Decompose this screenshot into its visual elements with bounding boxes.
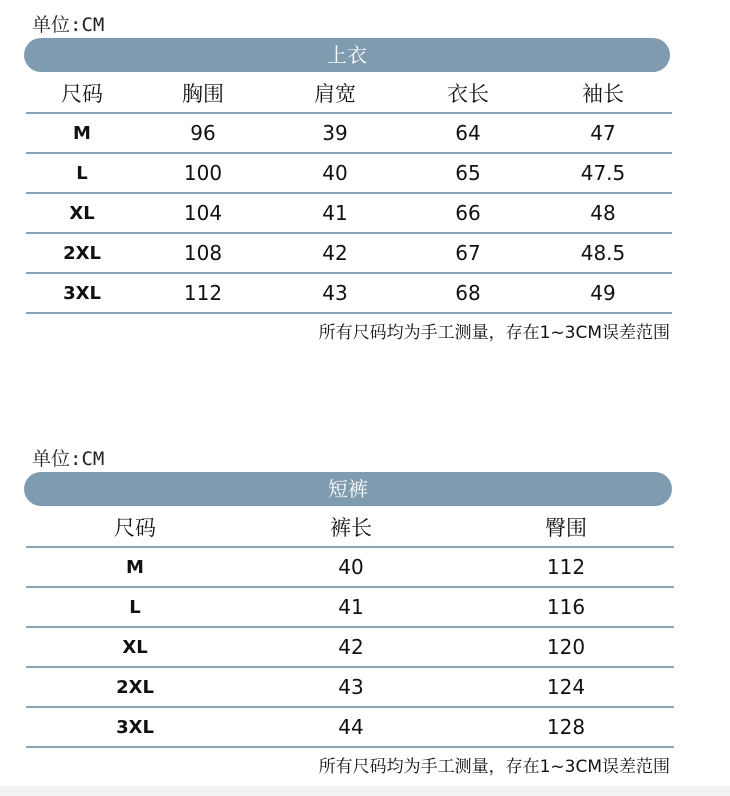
cell-length: 64 [455, 121, 481, 145]
cell-hip: 124 [546, 675, 586, 699]
cell-size: L [129, 596, 141, 618]
cell-sleeve: 47.5 [580, 161, 626, 185]
cell-size: L [76, 162, 88, 184]
table-header-row [26, 74, 672, 114]
cell-size: XL [122, 636, 148, 658]
table-row [26, 548, 674, 588]
cell-sleeve: 47 [590, 121, 616, 145]
cell-sleeve: 48 [590, 201, 616, 225]
cell-chest: 104 [183, 201, 223, 225]
header-length: 衣长 [447, 82, 489, 106]
cell-size: XL [69, 202, 95, 224]
table-row [26, 588, 674, 628]
cell-shoulder: 43 [322, 281, 348, 305]
cell-size: 3XL [63, 282, 101, 304]
cell-pants-length: 43 [338, 675, 364, 699]
cell-hip: 120 [546, 635, 586, 659]
table-row [26, 668, 674, 708]
header-hip: 臀围 [545, 516, 587, 540]
cell-shoulder: 42 [322, 241, 348, 265]
header-pants-length: 裤长 [330, 516, 372, 540]
header-sleeve: 袖长 [582, 82, 624, 106]
cell-shoulder: 41 [322, 201, 348, 225]
header-chest: 胸围 [182, 82, 224, 106]
unit-label: 单位:CM [32, 448, 105, 470]
cell-length: 65 [455, 161, 481, 185]
measurement-note: 所有尺码均为手工测量，存在1~3CM误差范围 [318, 757, 670, 777]
measurement-note: 所有尺码均为手工测量，存在1~3CM误差范围 [318, 323, 670, 343]
section-title-banner: 上衣 [24, 38, 670, 72]
size-table [26, 508, 674, 748]
cell-pants-length: 40 [338, 555, 364, 579]
cell-hip: 128 [546, 715, 586, 739]
cell-length: 67 [455, 241, 481, 265]
cell-shoulder: 40 [322, 161, 348, 185]
table-header-row [26, 508, 674, 548]
cell-hip: 116 [546, 595, 586, 619]
table-row [26, 154, 672, 194]
header-size: 尺码 [114, 516, 156, 540]
cell-sleeve: 48.5 [580, 241, 626, 265]
cell-chest: 96 [190, 121, 216, 145]
table-row [26, 194, 672, 234]
cell-size: 3XL [116, 716, 154, 738]
cell-pants-length: 41 [338, 595, 364, 619]
unit-label: 单位:CM [32, 14, 105, 36]
table-row [26, 114, 672, 154]
size-table [26, 74, 672, 314]
cell-length: 66 [455, 201, 481, 225]
cell-pants-length: 42 [338, 635, 364, 659]
cell-chest: 100 [183, 161, 223, 185]
header-size: 尺码 [61, 82, 103, 106]
cell-size: M [73, 122, 91, 144]
cell-chest: 112 [183, 281, 223, 305]
cell-length: 68 [455, 281, 481, 305]
cell-shoulder: 39 [322, 121, 348, 145]
cell-hip: 112 [546, 555, 586, 579]
cell-sleeve: 49 [590, 281, 616, 305]
cell-size: 2XL [116, 676, 154, 698]
cell-chest: 108 [183, 241, 223, 265]
section-title-banner: 短裤 [24, 472, 672, 506]
table-row [26, 274, 672, 314]
cell-pants-length: 44 [338, 715, 364, 739]
cell-size: 2XL [63, 242, 101, 264]
cell-size: M [126, 556, 144, 578]
table-row [26, 234, 672, 274]
bottom-divider [0, 786, 730, 796]
table-row [26, 628, 674, 668]
header-shoulder: 肩宽 [314, 82, 356, 106]
table-row [26, 708, 674, 748]
